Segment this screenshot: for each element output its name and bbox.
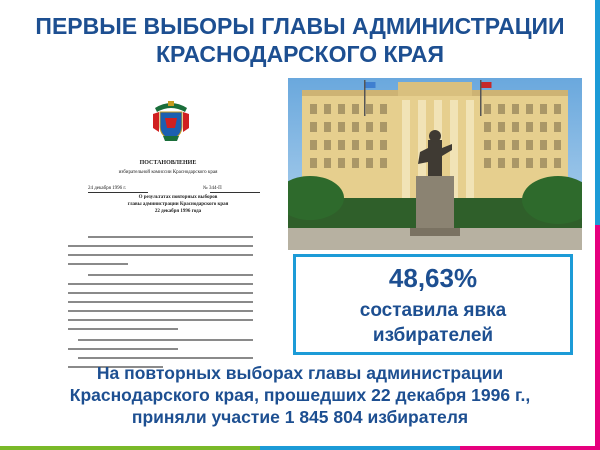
- title-line-1: ПЕРВЫЕ ВЫБОРЫ ГЛАВЫ АДМИНИСТРАЦИИ: [35, 13, 565, 39]
- document-number: № 344-П: [203, 186, 222, 191]
- subject-line: О результатах повторных выборов: [138, 195, 218, 200]
- turnout-caption-line-2: избирателей: [372, 325, 494, 346]
- subject-line: главы администрации Краснодарского края: [127, 202, 229, 207]
- bottom-line-2: Краснодарского края, прошедших 22 декабря 1996 г.,: [69, 385, 531, 405]
- subject-line: 22 декабря 1996 года: [154, 209, 202, 214]
- title-line-2: КРАСНОДАРСКОГО КРАЯ: [155, 41, 445, 67]
- slide-title: [10, 12, 590, 68]
- turnout-result-box: [293, 254, 573, 355]
- bottom-stripe-green: [0, 446, 260, 450]
- turnout-percent: 48,63%: [388, 263, 478, 293]
- krasnodar-coat-of-arms-icon: [151, 98, 191, 142]
- number-underline: [210, 192, 260, 193]
- document-date: 24 декабря 1996 г.: [88, 186, 127, 191]
- bottom-line-1: На повторных выборах главы администрации: [96, 363, 504, 383]
- bottom-line-3: приняли участие 1 845 804 избирателя: [131, 407, 469, 427]
- administration-building-photo: [288, 78, 582, 250]
- bottom-statement: [10, 362, 590, 428]
- bottom-decor-stripe: [0, 446, 600, 450]
- document-subject: [88, 194, 268, 215]
- document-heading: ПОСТАНОВЛЕНИЕ: [139, 160, 197, 166]
- right-decor-stripe: [595, 0, 600, 450]
- resolution-document: [48, 90, 288, 375]
- date-underline: [88, 192, 148, 193]
- bottom-stripe-pink: [460, 446, 600, 450]
- turnout-caption-line-1: составила явка: [359, 300, 507, 321]
- bottom-stripe-blue: [260, 446, 460, 450]
- right-stripe-pink: [595, 225, 600, 450]
- right-stripe-blue: [595, 0, 600, 225]
- document-subheading: избирательной комиссии Краснодарского края: [118, 170, 218, 175]
